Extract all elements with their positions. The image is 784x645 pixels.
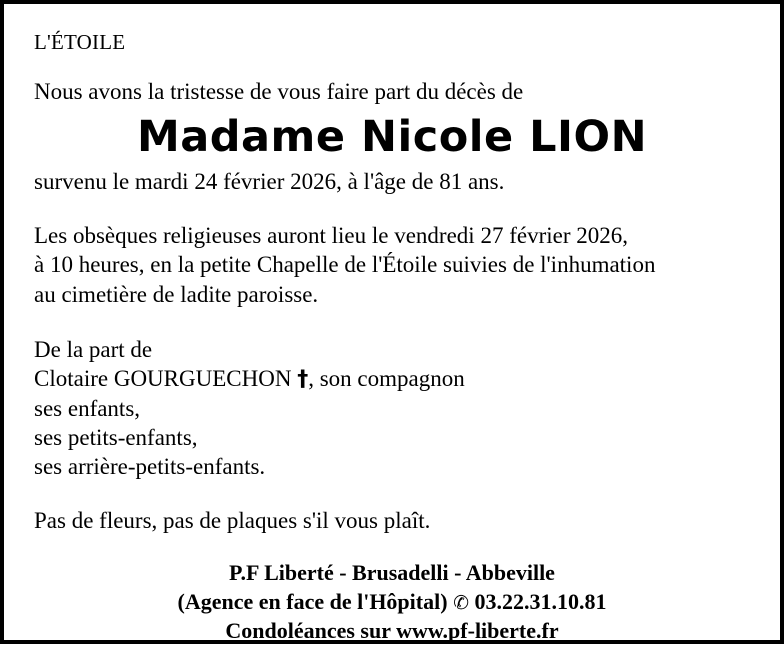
family-line: ses arrière-petits-enfants. (34, 454, 266, 480)
phone-number: 03.22.31.10.81 (474, 588, 607, 614)
ceremony-line: Les obsèques religieuses auront lieu le vendredi 27 février 2026, (34, 223, 628, 249)
death-date-text: survenu le mardi 24 février 2026, à l'âge de 81 ans. (34, 169, 505, 195)
website-line: Condoléances sur www.pf-liberte.fr (225, 618, 559, 644)
ceremony-details (34, 221, 750, 309)
agency-address: (Agence en face de l'Hôpital) (177, 588, 448, 614)
flowers-request: Pas de fleurs, pas de plaques s'il vous plaît. (34, 507, 431, 533)
funeral-home-footer (34, 558, 750, 645)
locality-text: L'ÉTOILE (34, 30, 126, 54)
funeral-home-name: P.F Liberté - Brusadelli - Abbeville (229, 559, 555, 585)
intro-text: Nous avons la tristesse de vous faire part du décès de (34, 79, 524, 104)
phone-icon: ✆ (453, 591, 469, 614)
family-line: ses petits-enfants, (34, 425, 198, 451)
partner-line (34, 364, 750, 394)
ceremony-line: à 10 heures, en la petite Chapelle de l'Étoile suivies de l'inhumation (34, 252, 656, 278)
ceremony-line: au cimetière de ladite paroisse. (34, 281, 319, 307)
agency-contact-line (34, 587, 750, 616)
family-line: ses enfants, (34, 395, 141, 421)
partner-name: Clotaire GOURGUECHON (34, 365, 292, 391)
family-section (34, 335, 750, 482)
deceased-name: Madame Nicole LION (136, 112, 648, 162)
cross-icon: † (297, 366, 309, 392)
partner-relation: , son compagnon (308, 365, 465, 391)
family-intro: De la part de (34, 336, 153, 362)
